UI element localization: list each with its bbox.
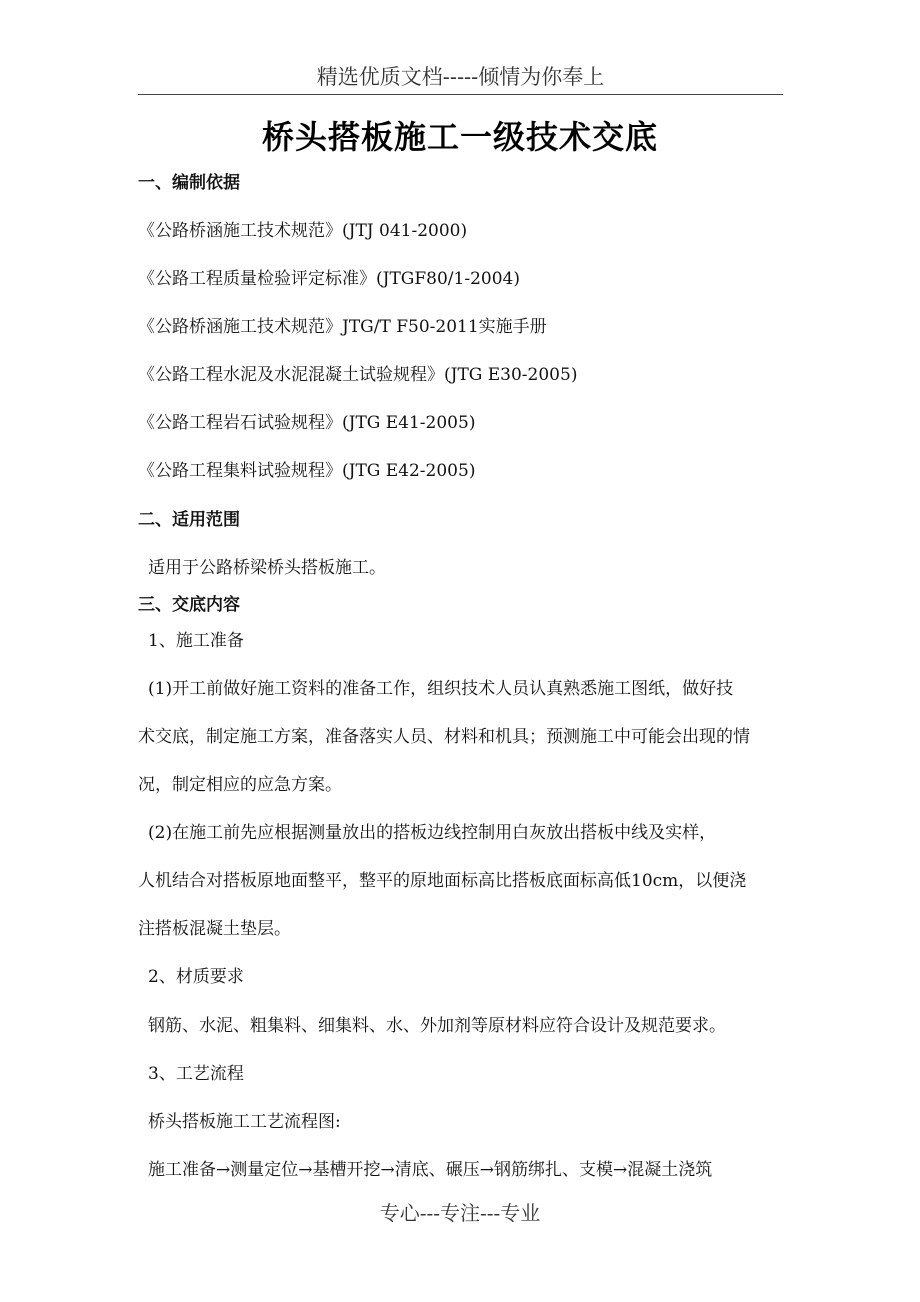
basis-item: 《公路工程水泥及水泥混凝土试验规程》(JTG E30-2005) — [138, 365, 578, 385]
material-text: 钢筋、水泥、粗集料、细集料、水、外加剂等原材料应符合设计及规范要求。 — [148, 1016, 726, 1036]
page-footer: 专心---专注---专业 — [379, 1201, 541, 1225]
subheading-process: 3、工艺流程 — [148, 1064, 244, 1084]
basis-item: 《公路桥涵施工技术规范》JTG/T F50-2011实施手册 — [138, 317, 547, 337]
document-title: 桥头搭板施工一级技术交底 — [261, 118, 658, 156]
scope-text: 适用于公路桥梁桥头搭板施工。 — [148, 558, 386, 578]
basis-item: 《公路工程集料试验规程》(JTG E42-2005) — [138, 461, 476, 481]
page-header: 精选优质文档-----倾情为你奉上 — [138, 60, 783, 95]
paragraph-line: (1)开工前做好施工资料的准备工作，组织技术人员认真熟悉施工图纸，做好技 — [148, 679, 734, 699]
basis-item: 《公路桥涵施工技术规范》(JTJ 041-2000) — [138, 221, 468, 241]
paragraph-line: 况，制定相应的应急方案。 — [138, 775, 342, 795]
section-heading-content: 三、交底内容 — [138, 595, 240, 615]
paragraph-line: 术交底，制定施工方案，准备落实人员、材料和机具；预测施工中可能会出现的情 — [138, 727, 750, 747]
process-intro: 桥头搭板施工工艺流程图: — [148, 1112, 341, 1132]
section-heading-scope: 二、适用范围 — [138, 510, 240, 530]
basis-item: 《公路工程质量检验评定标准》(JTGF80/1-2004) — [138, 269, 520, 289]
process-flow: 施工准备→测量定位→基槽开挖→清底、碾压→钢筋绑扎、支模→混凝土浇筑 — [148, 1160, 713, 1180]
subheading-material: 2、材质要求 — [148, 967, 244, 987]
section-heading-basis: 一、编制依据 — [138, 173, 240, 193]
paragraph-line: (2)在施工前先应根据测量放出的搭板边线控制用白灰放出搭板中线及实样， — [148, 823, 717, 843]
paragraph-line: 人机结合对搭板原地面整平，整平的原地面标高比搭板底面标高低10cm，以便浇 — [138, 871, 747, 891]
paragraph-line: 注搭板混凝土垫层。 — [138, 919, 291, 939]
subheading-preparation: 1、施工准备 — [148, 631, 244, 651]
basis-item: 《公路工程岩石试验规程》(JTG E41-2005) — [138, 413, 476, 433]
